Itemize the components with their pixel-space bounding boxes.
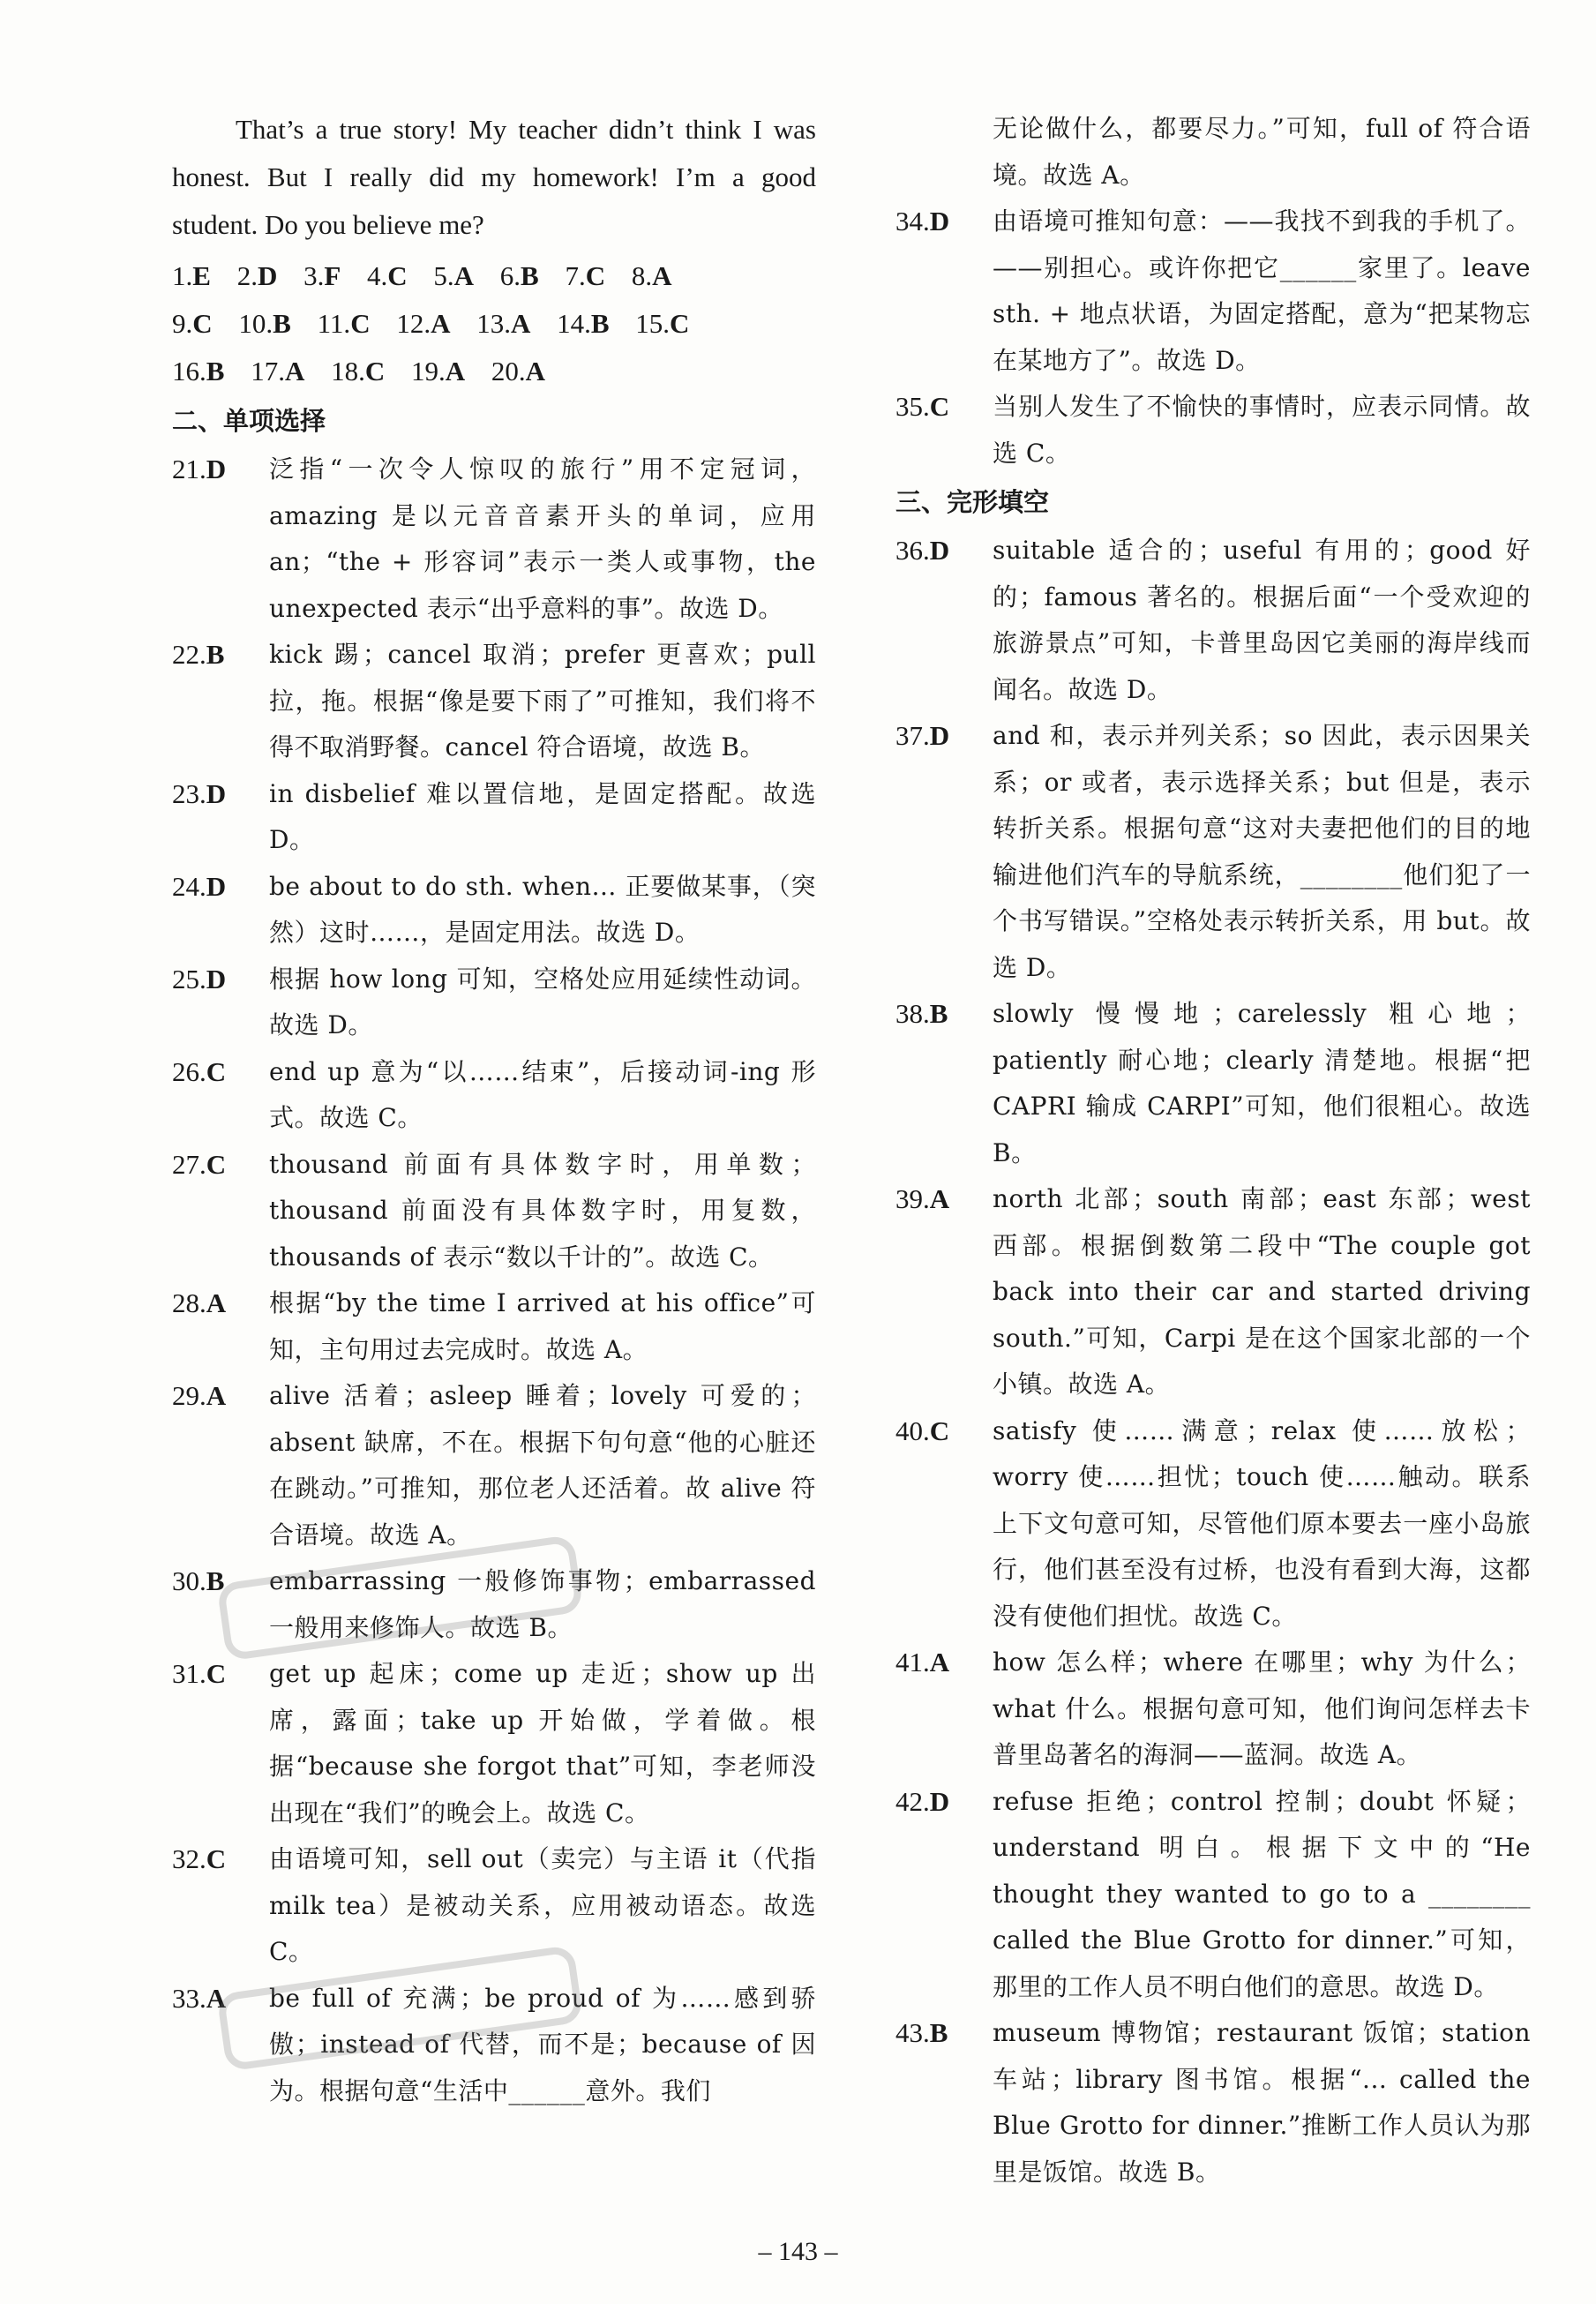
answer-key-item: 14.B [557, 308, 610, 339]
left-column [172, 106, 816, 2114]
answer-key-item: 8.A [631, 260, 672, 291]
answer-key-item: 19.A [410, 356, 466, 387]
item-text: 由语境可推知句意：——我找不到我的手机了。——别担心。或许你把它______家里了。leave sth. + 地点状语，为固定搭配，意为“把某物忘在某地方了”。故选 D。 [993, 206, 1531, 375]
answer-key-item: 6.B [499, 260, 539, 291]
item-text: be about to do sth. when... 正要做某事，（突然）这时……，是固定用法。故选 D。 [269, 871, 816, 947]
explanation-item [895, 1640, 1531, 1779]
item-text: refuse 拒绝；control 控制；doubt 怀疑；understand 明白。根据下文中的“He thought they wanted to go to a ________ called the Blue Grotto for dinner.”可知，那里的工作人员不明白他们的意思。故选 D。 [993, 1786, 1531, 2001]
item-label: 24.D [172, 870, 227, 902]
answer-key-item: 9.C [172, 308, 213, 339]
item-label: 28.A [172, 1287, 227, 1318]
explanation-item [172, 864, 816, 957]
item-label: 21.D [172, 454, 227, 484]
item-label: 41.A [895, 1647, 950, 1677]
item-33-continuation: 无论做什么，都要尽力。”可知，full of 符合语境。故选 A。 [993, 114, 1531, 190]
item-label: 37.D [895, 720, 950, 751]
item-label: 27.C [172, 1148, 227, 1180]
explanation-item [172, 771, 816, 864]
explanation-item [172, 1976, 816, 2115]
item-text: get up 起床；come up 走近；show up 出席，露面；take up 开始做，学着做。根据“because she forgot that”可知，李老师没出现在“我们”的晚会上。故选 C。 [269, 1659, 816, 1827]
item-text: embarrassing 一般修饰事物；embarrassed 一般用来修饰人。故选 B。 [269, 1566, 816, 1642]
explanation-item [172, 1836, 816, 1976]
item-text: thousand 前面有具体数字时，用单数；thousand 前面没有具体数字时，用复数，thousands of 表示“数以千计的”。故选 C。 [269, 1149, 816, 1272]
explanation-item [172, 1142, 816, 1281]
item-label: 25.D [172, 963, 227, 994]
explanation-item [172, 957, 816, 1049]
answer-key-row [172, 300, 816, 348]
item-label: 38.B [895, 998, 948, 1029]
item-label: 43.B [895, 2017, 948, 2048]
item-label: 23.D [172, 777, 227, 809]
item-text: kick 踢；cancel 取消；prefer 更喜欢；pull 拉，拖。根据“像是要下雨了”可推知，我们将不得不取消野餐。cancel 符合语境，故选 B。 [269, 640, 816, 762]
answer-key-item: 10.B [238, 308, 291, 339]
item-text: museum 博物馆；restaurant 饭馆；station 车站；library 图书馆。根据“... called the Blue Grotto for dinner.”推断工作人员认为那里是饭馆。故选 B。 [993, 2018, 1531, 2187]
item-text: slowly 慢慢地；carelessly 粗心地；patiently 耐心地；clearly 清楚地。根据“把 CAPRI 输成 CARPI”可知，他们很粗心。故选 B。 [993, 999, 1531, 1167]
answer-key-item: 12.A [396, 308, 451, 339]
answer-key-item: 15.C [635, 308, 690, 339]
item-text: north 北部；south 南部；east 东部；west 西部。根据倒数第二段中“The couple got back into their car and started driving south.”可知，Carpi 是在这个国家北部的一个小镇。故选 A。 [993, 1184, 1531, 1399]
item-label: 34.D [895, 206, 950, 236]
explanation-item [895, 991, 1531, 1176]
section-heading-cloze: 三、完形填空 [895, 487, 1050, 517]
item-text: alive 活着；asleep 睡着；lovely 可爱的；absent 缺席，不在。根据下句句意“他的心脏还在跳动。”可推知，那位老人还活着。故 alive 符合语境。故选 A。 [269, 1381, 816, 1550]
explanation-item [895, 528, 1531, 713]
answer-key-item: 4.C [367, 260, 408, 291]
item-text: 根据“by the time I arrived at his office”可知，主句用过去完成时。故选 A。 [269, 1288, 816, 1364]
answer-key-item: 16.B [172, 356, 225, 387]
item-label: 32.C [172, 1843, 227, 1874]
item-text: satisfy 使……满意；relax 使……放松；worry 使……担忧；touch 使……触动。联系上下文句意可知，尽管他们原本要去一座小岛旅行，他们甚至没有过桥，也没有看到大海，这都没有使他们担忧。故选 C。 [993, 1415, 1531, 1631]
explanation-item [895, 1408, 1531, 1640]
item-label: 22.B [172, 639, 225, 670]
answer-key-item: 3.F [303, 260, 341, 291]
answer-key-item: 11.C [317, 308, 371, 339]
section-heading-single-choice: 二、单项选择 [172, 406, 326, 436]
item-text: 当别人发生了不愉快的事情时，应表示同情。故选 C。 [993, 392, 1531, 468]
answer-key [172, 252, 816, 395]
item-label: 36.D [895, 535, 950, 566]
story-paragraph: That’s a true story! My teacher didn’t think I was honest. But I really did my homework! I’m a good student. Do you believe me? [172, 114, 816, 240]
explanation-item [895, 713, 1531, 991]
item-label: 42.D [895, 1785, 950, 1817]
explanation-item [895, 199, 1531, 384]
item-label: 26.C [172, 1055, 227, 1087]
answer-key-row [172, 252, 816, 300]
item-text: end up 意为“以……结束”，后接动词-ing 形式。故选 C。 [269, 1056, 816, 1132]
answer-key-item: 13.A [476, 308, 531, 339]
item-text: how 怎么样；where 在哪里；why 为什么；what 什么。根据句意可知，他们询问怎样去卡普里岛著名的海洞——蓝洞。故选 A。 [993, 1647, 1531, 1769]
explanation-item [172, 1280, 816, 1373]
item-text: 由语境可知，sell out（卖完）与主语 it（代指 milk tea）是被动关系，应用被动语态。故选 C。 [269, 1844, 816, 1966]
item-text: and 和，表示并列关系；so 因此，表示因果关系；or 或者，表示选择关系；but 但是，表示转折关系。根据句意“这对夫妻把他们的目的地输进他们汽车的导航系统，________他们犯了一个书写错误。”空格处表示转折关系，用 but。故选 D。 [993, 721, 1531, 982]
explanation-item [895, 1779, 1531, 2011]
item-text: in disbelief 难以置信地，是固定搭配。故选 D。 [269, 778, 816, 854]
explanation-item [895, 2010, 1531, 2195]
item-label: 30.B [172, 1565, 225, 1596]
answer-key-item: 20.A [491, 356, 545, 387]
item-label: 29.A [172, 1380, 227, 1411]
answer-key-row [172, 348, 816, 395]
item-text: 根据 how long 可知，空格处应用延续性动词。故选 D。 [269, 964, 816, 1039]
right-column [895, 106, 1531, 2195]
explanation-item [172, 632, 816, 771]
item-text: suitable 适合的；useful 有用的；good 好的；famous 著名的。根据后面“一个受欢迎的旅游景点”可知，卡普里岛因它美丽的海岸线而闻名。故选 D。 [993, 536, 1531, 704]
item-text: be full of 充满；be proud of 为……感到骄傲；instead of 代替，而不是；because of 因为。根据句意“生活中______意外。我们 [269, 1983, 816, 2105]
answer-key-item: 18.C [331, 356, 386, 387]
explanation-item [172, 447, 816, 632]
explanation-item [895, 1176, 1531, 1408]
item-text: 泛指“一次令人惊叹的旅行”用不定冠词，amazing 是以元音音素开头的单词，应用 an；“the + 形容词”表示一类人或事物，the unexpected 表示“出乎意料的事”。故选 D。 [269, 454, 816, 623]
item-label: 39.A [895, 1183, 950, 1214]
explanation-item [172, 1373, 816, 1558]
explanation-item [172, 1558, 816, 1651]
story-passage [172, 106, 816, 249]
answer-key-item: 7.C [565, 260, 606, 291]
answer-key-item: 17.A [251, 356, 305, 387]
answer-key-item: 1.E [172, 260, 211, 291]
item-label: 35.C [895, 391, 950, 422]
explanation-item [172, 1049, 816, 1142]
answer-key-item: 2.D [236, 260, 278, 291]
item-label: 33.A [172, 1982, 227, 2014]
page-number: – 143 – [758, 2237, 838, 2266]
explanation-item [172, 1651, 816, 1836]
item-label: 31.C [172, 1658, 227, 1689]
item-label: 40.C [895, 1415, 950, 1446]
explanation-item [895, 384, 1531, 477]
answer-key-item: 5.A [433, 260, 475, 291]
